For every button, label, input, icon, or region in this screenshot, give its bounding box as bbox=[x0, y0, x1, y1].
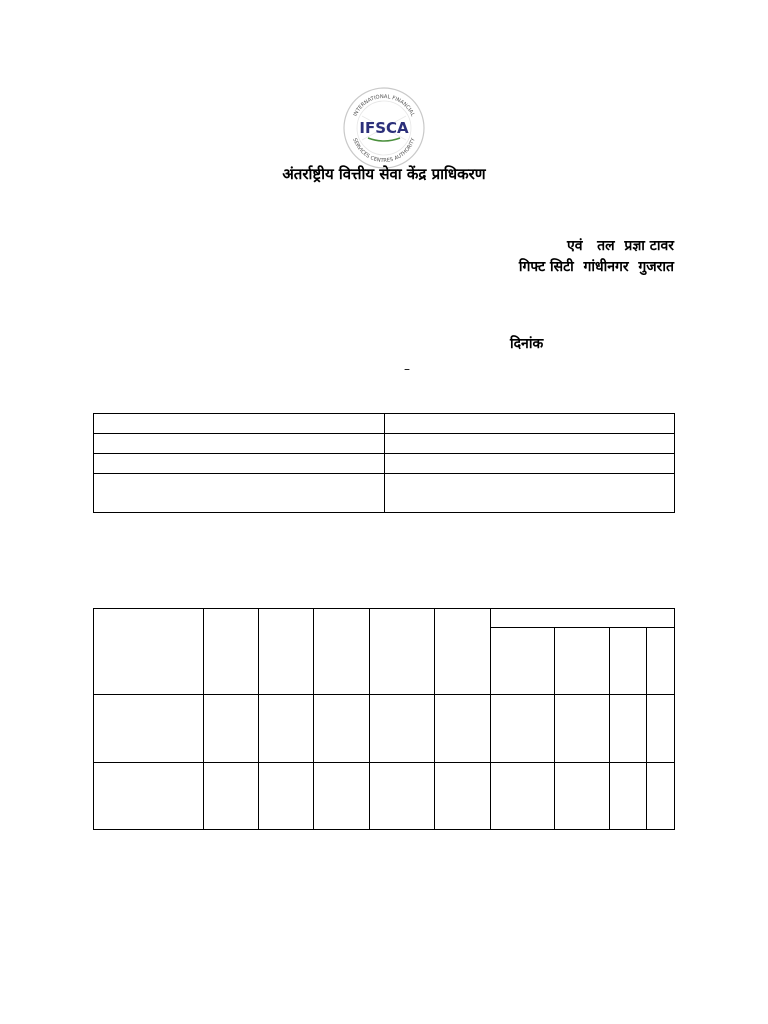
table-row bbox=[94, 763, 675, 830]
table-cell bbox=[94, 695, 204, 763]
table-header-cell bbox=[94, 609, 204, 695]
table-cell bbox=[385, 454, 675, 474]
table-cell bbox=[491, 763, 555, 830]
table-cell bbox=[385, 434, 675, 454]
table-cell bbox=[94, 474, 385, 513]
table-header-row bbox=[94, 609, 675, 628]
table-row bbox=[94, 695, 675, 763]
table-row bbox=[94, 414, 675, 434]
table-header-cell bbox=[314, 609, 370, 695]
table-cell bbox=[491, 695, 555, 763]
date-label: दिनांक bbox=[510, 336, 544, 352]
table-header-cell bbox=[259, 609, 314, 695]
table-cell bbox=[610, 763, 647, 830]
table-cell bbox=[94, 454, 385, 474]
table-row bbox=[94, 434, 675, 454]
table-header-cell bbox=[370, 609, 435, 695]
table-header-cell bbox=[204, 609, 259, 695]
table-cell bbox=[610, 695, 647, 763]
table-header-group-cell bbox=[491, 609, 675, 628]
dash-mark: – bbox=[404, 362, 410, 376]
table-cell bbox=[385, 414, 675, 434]
table-cell bbox=[647, 763, 675, 830]
table-cell bbox=[370, 695, 435, 763]
ifsca-logo bbox=[342, 86, 426, 170]
logo-ring-top-text: INTERNATIONAL FINANCIAL bbox=[352, 93, 416, 118]
logo-ring-bottom-text: SERVICES CENTRES AUTHORITY bbox=[351, 137, 417, 165]
table-header-cell bbox=[435, 609, 491, 695]
table-cell bbox=[555, 695, 610, 763]
table-row bbox=[94, 454, 675, 474]
table-cell bbox=[204, 763, 259, 830]
table-row bbox=[94, 474, 675, 513]
table-cell bbox=[94, 434, 385, 454]
table-header-cell bbox=[555, 628, 610, 695]
table-cell bbox=[555, 763, 610, 830]
table-cell bbox=[435, 695, 491, 763]
table-cell bbox=[94, 763, 204, 830]
data-table bbox=[93, 608, 675, 830]
table-cell bbox=[314, 763, 370, 830]
table-cell bbox=[259, 695, 314, 763]
table-cell bbox=[314, 695, 370, 763]
table-header-cell bbox=[491, 628, 555, 695]
organization-name: अंतर्राष्ट्रीय वित्तीय सेवा केंद्र प्राधिकरण bbox=[282, 165, 486, 183]
table-cell bbox=[204, 695, 259, 763]
table-cell bbox=[385, 474, 675, 513]
details-table bbox=[93, 413, 675, 513]
table-cell bbox=[259, 763, 314, 830]
address-line-2: गिफ्ट सिटी गांधीनगर गुजरात bbox=[518, 259, 674, 275]
table-cell bbox=[370, 763, 435, 830]
address-line-1: एवं तल प्रज्ञा टावर bbox=[567, 238, 674, 254]
table-header-cell bbox=[647, 628, 675, 695]
table-header-cell bbox=[610, 628, 647, 695]
table-cell bbox=[435, 763, 491, 830]
table-cell bbox=[94, 414, 385, 434]
table-cell bbox=[647, 695, 675, 763]
logo-wordmark: IFSCA bbox=[359, 119, 409, 137]
